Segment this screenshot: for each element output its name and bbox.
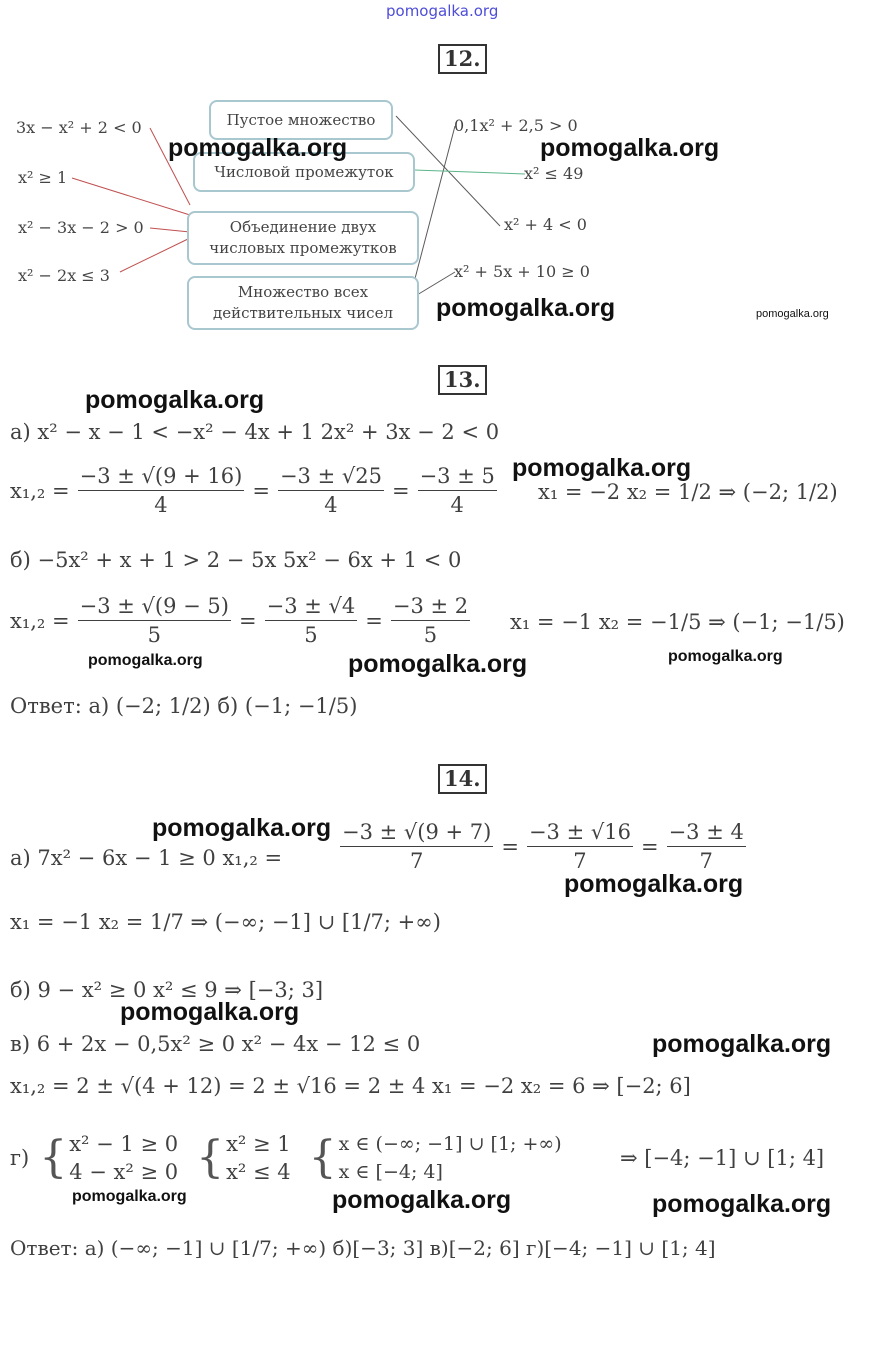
- watermark: pomogalka.org: [652, 1030, 832, 1058]
- system-2: x² ≥ 1 x² ≤ 4: [226, 1132, 291, 1184]
- watermark: pomogalka.org: [120, 998, 300, 1026]
- p14b-line: б) 9 − x² ≥ 0 x² ≤ 9 ⇒ [−3; 3]: [10, 978, 324, 1002]
- watermark: pomogalka.org: [512, 454, 692, 482]
- watermark: pomogalka.org: [436, 294, 616, 322]
- p12-left-expr-2: x² ≥ 1: [18, 168, 68, 187]
- system-3: x ∈ (−∞; −1] ∪ [1; +∞) x ∈ [−4; 4]: [338, 1133, 562, 1183]
- watermark: pomogalka.org: [88, 652, 203, 669]
- fraction: $\frac{-3 \pm 4}{7}$: [668, 820, 744, 873]
- fraction: $\frac{-3 \pm √4}{5}$: [266, 594, 356, 647]
- p13-answer: Ответ: а) (−2; 1/2) б) (−1; −1/5): [10, 694, 358, 718]
- problem-number-14: 14.: [438, 764, 487, 794]
- p13a-roots-formula: x₁,₂ = $\frac{-3 \pm √(9 + 16)}{4}$ = $\frac{-3 \pm √25}{4}$ = $\frac{-3 \pm 5}{4}$: [10, 464, 495, 517]
- p12-right-expr-2: x² ≤ 49: [524, 164, 584, 183]
- p14a-roots: x₁ = −1 x₂ = 1/7 ⇒ (−∞; −1] ∪ [1/7; +∞): [10, 910, 441, 934]
- p12-box-union: Объединение двух числовых промежутков: [187, 211, 419, 265]
- p13a-equation: а) x² − x − 1 < −x² − 4x + 1 2x² + 3x − 2 < 0: [10, 420, 500, 444]
- fraction: $\frac{-3 \pm √(9 - 5)}{5}$: [79, 594, 229, 647]
- watermark: pomogalka.org: [668, 648, 783, 665]
- arrow-line: [412, 126, 455, 290]
- fraction: $\frac{-3 \pm √(9 + 16)}{4}$: [79, 464, 243, 517]
- p14g-system: г) { x² − 1 ≥ 0 4 − x² ≥ 0 { x² ≥ 1 x² ≤ 4 { x ∈ (−∞; −1] ∪ [1; +∞) x ∈ [−4; 4]: [10, 1132, 562, 1184]
- p12-right-expr-3: x² + 4 < 0: [504, 215, 587, 234]
- p12-box-all-reals: Множество всех действительных чисел: [187, 276, 419, 330]
- fraction: $\frac{-3 \pm 2}{5}$: [392, 594, 469, 647]
- fraction: $\frac{-3 \pm √25}{4}$: [279, 464, 382, 517]
- problem-number-12: 12.: [438, 44, 487, 74]
- x12-label: x₁,₂ =: [10, 478, 70, 503]
- p12-left-expr-3: x² − 3x − 2 > 0: [18, 218, 144, 237]
- arrow-line: [414, 170, 525, 174]
- p13b-roots: x₁ = −1 x₂ = −1/5 ⇒ (−1; −1/5): [510, 610, 845, 634]
- x12-label: x₁,₂ =: [10, 608, 70, 633]
- watermark: pomogalka.org: [348, 650, 528, 678]
- p12-right-expr-4: x² + 5x + 10 ≥ 0: [454, 262, 590, 281]
- p14a-fractions: $\frac{-3 \pm √(9 + 7)}{7}$ = $\frac{-3 \pm √16}{7}$ = $\frac{-3 \pm 4}{7}$: [342, 820, 744, 873]
- p14g-result: ⇒ [−4; −1] ∪ [1; 4]: [620, 1146, 825, 1170]
- fraction: $\frac{-3 \pm √(9 + 7)}{7}$: [342, 820, 492, 873]
- arrow-line: [150, 228, 190, 232]
- p14-answer: Ответ: а) (−∞; −1] ∪ [1/7; +∞) б)[−3; 3] в)[−2; 6] г)[−4; −1] ∪ [1; 4]: [10, 1236, 716, 1260]
- fraction: $\frac{-3 \pm √16}{7}$: [528, 820, 631, 873]
- arrow-line: [72, 178, 190, 215]
- p14v-roots: x₁,₂ = 2 ± √(4 + 12) = 2 ± √16 = 2 ± 4 x₁ = −2 x₂ = 6 ⇒ [−2; 6]: [10, 1074, 691, 1098]
- p13a-roots: x₁ = −2 x₂ = 1/2 ⇒ (−2; 1/2): [538, 480, 838, 504]
- site-header-link[interactable]: pomogalka.org: [386, 2, 499, 20]
- p14g-prefix: г): [10, 1146, 30, 1170]
- system-1: x² − 1 ≥ 0 4 − x² ≥ 0: [69, 1132, 179, 1184]
- p13b-equation: б) −5x² + x + 1 > 2 − 5x 5x² − 6x + 1 < 0: [10, 548, 462, 572]
- watermark: pomogalka.org: [652, 1190, 832, 1218]
- p12-left-expr-4: x² − 2x ≤ 3: [18, 266, 110, 285]
- p12-box-empty-set: Пустое множество: [209, 100, 393, 140]
- arrow-line: [120, 238, 190, 272]
- watermark: pomogalka.org: [168, 134, 348, 162]
- watermark: pomogalka.org: [152, 814, 332, 842]
- watermark: pomogalka.org: [540, 134, 720, 162]
- watermark: pomogalka.org: [85, 386, 265, 414]
- watermark: pomogalka.org: [756, 308, 829, 320]
- p14a-equation: а) 7x² − 6x − 1 ≥ 0 x₁,₂ =: [10, 846, 283, 870]
- watermark: pomogalka.org: [332, 1186, 512, 1214]
- matching-arrows: [0, 0, 886, 340]
- p12-left-expr-1: 3x − x² + 2 < 0: [16, 118, 142, 137]
- p12-right-expr-1: 0,1x² + 2,5 > 0: [454, 116, 578, 135]
- p14v-equation: в) 6 + 2x − 0,5x² ≥ 0 x² − 4x − 12 ≤ 0: [10, 1032, 421, 1056]
- watermark: pomogalka.org: [72, 1188, 187, 1205]
- watermark: pomogalka.org: [564, 870, 744, 898]
- problem-number-13: 13.: [438, 365, 487, 395]
- p13b-roots-formula: x₁,₂ = $\frac{-3 \pm √(9 - 5)}{5}$ = $\frac{-3 \pm √4}{5}$ = $\frac{-3 \pm 2}{5}$: [10, 594, 469, 647]
- fraction: $\frac{-3 \pm 5}{4}$: [419, 464, 495, 517]
- p12-box-interval: Числовой промежуток: [193, 152, 415, 192]
